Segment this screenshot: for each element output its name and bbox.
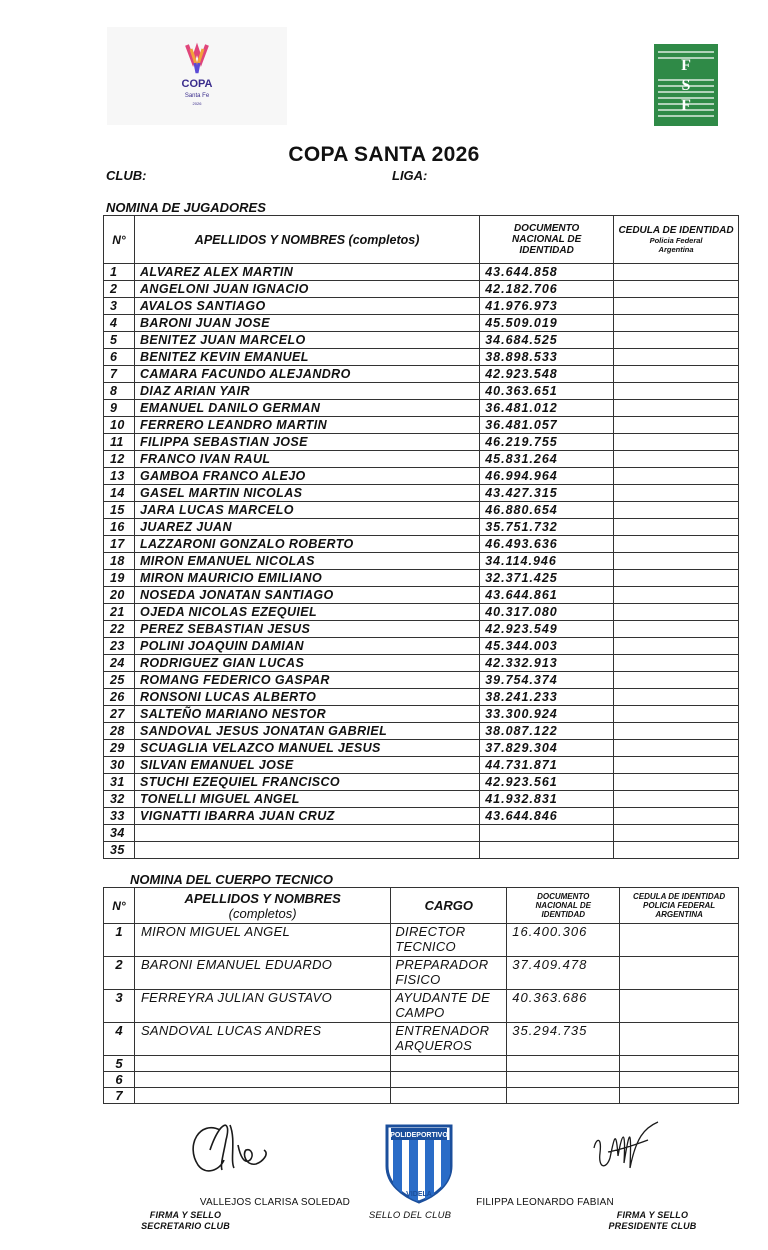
player-row <box>104 570 739 587</box>
player-cedula <box>614 451 739 468</box>
player-dni: 33.300.924 <box>480 706 614 723</box>
player-dni: 45.344.003 <box>480 638 614 655</box>
player-number: 12 <box>104 451 135 468</box>
player-row <box>104 604 739 621</box>
player-row <box>104 519 739 536</box>
player-name: VIGNATTI IBARRA JUAN CRUZ <box>134 808 479 825</box>
player-number: 17 <box>104 536 135 553</box>
players-table <box>103 215 739 859</box>
player-name: RODRIGUEZ GIAN LUCAS <box>134 655 479 672</box>
player-row <box>104 349 739 366</box>
logo-text-copa: COPA <box>181 78 213 90</box>
player-number: 28 <box>104 723 135 740</box>
player-cedula <box>614 655 739 672</box>
staff-name <box>134 1072 390 1088</box>
player-name: AVALOS SANTIAGO <box>134 298 479 315</box>
player-name: FRANCO IVAN RAUL <box>134 451 479 468</box>
header-cedula-sub: Policia Federal Argentina <box>649 235 703 254</box>
staff-dni: 35.294.735 <box>507 1023 620 1056</box>
player-row <box>104 468 739 485</box>
secretary-name: VALLEJOS CLARISA SOLEDAD <box>199 1197 351 1208</box>
staff-row <box>104 1056 739 1072</box>
player-cedula <box>614 468 739 485</box>
player-number: 3 <box>104 298 135 315</box>
player-name: PEREZ SEBASTIAN JESUS <box>134 621 479 638</box>
player-number: 1 <box>104 264 135 281</box>
player-cedula <box>614 553 739 570</box>
player-name: ALVAREZ ALEX MARTIN <box>134 264 479 281</box>
staff-cargo <box>391 1056 507 1072</box>
player-row <box>104 587 739 604</box>
player-name: POLINI JOAQUIN DAMIAN <box>134 638 479 655</box>
player-number: 30 <box>104 757 135 774</box>
player-cedula <box>614 740 739 757</box>
player-row <box>104 332 739 349</box>
seal-bottom-text: VIDELA <box>406 1191 432 1198</box>
player-name: BENITEZ JUAN MARCELO <box>134 332 479 349</box>
player-dni: 34.684.525 <box>480 332 614 349</box>
player-number: 5 <box>104 332 135 349</box>
copa-santa-fe-logo <box>107 27 287 125</box>
player-number: 14 <box>104 485 135 502</box>
player-number: 25 <box>104 672 135 689</box>
liga-label: LIGA: <box>392 168 428 183</box>
player-dni: 36.481.057 <box>480 417 614 434</box>
player-cedula <box>614 536 739 553</box>
player-cedula <box>614 264 739 281</box>
player-row <box>104 740 739 757</box>
staff-cedula <box>620 1023 739 1056</box>
player-number: 2 <box>104 281 135 298</box>
player-cedula <box>614 502 739 519</box>
player-name: BARONI JUAN JOSE <box>134 315 479 332</box>
player-dni: 35.751.732 <box>480 519 614 536</box>
player-cedula <box>614 689 739 706</box>
player-dni: 46.493.636 <box>480 536 614 553</box>
player-number: 31 <box>104 774 135 791</box>
staff-cargo <box>391 924 507 957</box>
fsf-letter-2: S <box>681 77 691 94</box>
player-number: 29 <box>104 740 135 757</box>
player-cedula <box>614 587 739 604</box>
player-number: 33 <box>104 808 135 825</box>
staff-cargo-line2: FISICO <box>395 972 441 987</box>
player-number: 26 <box>104 689 135 706</box>
staff-cedula <box>620 957 739 990</box>
player-dni: 37.829.304 <box>480 740 614 757</box>
player-name: RONSONI LUCAS ALBERTO <box>134 689 479 706</box>
player-number: 24 <box>104 655 135 672</box>
club-label: CLUB: <box>106 168 147 183</box>
staff-header-row <box>104 888 739 924</box>
staff-name <box>134 1088 390 1104</box>
player-row <box>104 638 739 655</box>
staff-cargo <box>391 990 507 1023</box>
player-dni: 44.731.871 <box>480 757 614 774</box>
club-seal-shield <box>383 1122 455 1204</box>
staff-cedula <box>620 990 739 1023</box>
president-line2: PRESIDENTE CLUB <box>608 1221 697 1231</box>
logo-text-year: 2026 <box>192 101 202 106</box>
player-dni: 32.371.425 <box>480 570 614 587</box>
player-row <box>104 791 739 808</box>
fsf-logo <box>654 44 718 126</box>
player-cedula <box>614 519 739 536</box>
page-title: COPA SANTA 2026 <box>288 143 480 166</box>
player-dni: 40.363.651 <box>480 383 614 400</box>
staff-dni <box>507 1088 620 1104</box>
player-dni: 41.932.831 <box>480 791 614 808</box>
player-cedula <box>614 281 739 298</box>
header-cedula-title: CEDULA DE IDENTIDAD <box>618 224 734 236</box>
logo-text-santafe: Santa Fe <box>184 93 210 99</box>
player-dni: 36.481.012 <box>480 400 614 417</box>
player-row <box>104 553 739 570</box>
staff-dni: 37.409.478 <box>507 957 620 990</box>
player-number: 35 <box>104 842 135 859</box>
staff-cargo-line1: DIRECTOR <box>395 924 466 939</box>
player-dni: 42.182.706 <box>480 281 614 298</box>
player-cedula <box>614 842 739 859</box>
player-cedula <box>614 638 739 655</box>
staff-header-num: N° <box>104 888 135 924</box>
player-row <box>104 774 739 791</box>
staff-number: 2 <box>104 957 135 990</box>
player-cedula <box>614 774 739 791</box>
president-signature <box>588 1108 668 1193</box>
staff-name: SANDOVAL LUCAS ANDRES <box>134 1023 390 1056</box>
seal-label: SELLO DEL CLUB <box>368 1210 452 1221</box>
player-number: 34 <box>104 825 135 842</box>
player-cedula <box>614 604 739 621</box>
player-row <box>104 298 739 315</box>
staff-header-dni: DOCUMENTO NACIONAL DE IDENTIDAD <box>507 888 620 924</box>
player-row <box>104 502 739 519</box>
player-row <box>104 842 739 859</box>
player-number: 20 <box>104 587 135 604</box>
player-name: LAZZARONI GONZALO ROBERTO <box>134 536 479 553</box>
staff-cargo-line1: ENTRENADOR <box>395 1023 490 1038</box>
staff-name: MIRON MIGUEL ANGEL <box>134 924 390 957</box>
player-row <box>104 536 739 553</box>
staff-cargo <box>391 1023 507 1056</box>
player-dni: 43.427.315 <box>480 485 614 502</box>
player-dni: 46.219.755 <box>480 434 614 451</box>
player-dni: 42.923.549 <box>480 621 614 638</box>
player-row <box>104 808 739 825</box>
player-number: 19 <box>104 570 135 587</box>
staff-number: 5 <box>104 1056 135 1072</box>
player-name: TONELLI MIGUEL ANGEL <box>134 791 479 808</box>
player-row <box>104 689 739 706</box>
staff-row <box>104 1088 739 1104</box>
player-name: MIRON EMANUEL NICOLAS <box>134 553 479 570</box>
player-name: ANGELONI JUAN IGNACIO <box>134 281 479 298</box>
player-row <box>104 757 739 774</box>
players-section-title: NOMINA DE JUGADORES <box>106 200 266 215</box>
player-name: EMANUEL DANILO GERMAN <box>134 400 479 417</box>
player-cedula <box>614 383 739 400</box>
player-dni: 46.994.964 <box>480 468 614 485</box>
staff-section-title: NOMINA DEL CUERPO TECNICO <box>130 872 333 887</box>
player-name: MIRON MAURICIO EMILIANO <box>134 570 479 587</box>
secretary-line1: FIRMA Y SELLO <box>149 1210 222 1220</box>
player-name: CAMARA FACUNDO ALEJANDRO <box>134 366 479 383</box>
player-cedula <box>614 332 739 349</box>
player-number: 18 <box>104 553 135 570</box>
staff-row <box>104 990 739 1023</box>
player-dni: 43.644.861 <box>480 587 614 604</box>
player-cedula <box>614 621 739 638</box>
staff-row <box>104 1072 739 1088</box>
player-dni: 42.923.561 <box>480 774 614 791</box>
staff-number: 4 <box>104 1023 135 1056</box>
player-name: JUAREZ JUAN <box>134 519 479 536</box>
player-row <box>104 315 739 332</box>
staff-header-name-line2: (completos) <box>228 905 297 921</box>
staff-header-name <box>134 888 390 924</box>
player-row <box>104 417 739 434</box>
player-row <box>104 264 739 281</box>
staff-cedula <box>620 924 739 957</box>
player-dni: 46.880.654 <box>480 502 614 519</box>
staff-cargo-line1: AYUDANTE DE <box>395 990 491 1005</box>
player-row <box>104 434 739 451</box>
player-cedula <box>614 570 739 587</box>
staff-row <box>104 957 739 990</box>
player-row <box>104 400 739 417</box>
player-name: SANDOVAL JESUS JONATAN GABRIEL <box>134 723 479 740</box>
player-dni: 43.644.846 <box>480 808 614 825</box>
player-cedula <box>614 791 739 808</box>
fsf-letter-3: F <box>681 97 691 114</box>
staff-dni <box>507 1072 620 1088</box>
player-cedula <box>614 349 739 366</box>
players-header-row <box>104 216 739 264</box>
header-cedula <box>614 216 739 264</box>
player-dni: 43.644.858 <box>480 264 614 281</box>
player-name: NOSEDA JONATAN SANTIAGO <box>134 587 479 604</box>
player-cedula <box>614 434 739 451</box>
staff-name <box>134 1056 390 1072</box>
player-number: 32 <box>104 791 135 808</box>
player-dni: 40.317.080 <box>480 604 614 621</box>
president-name: FILIPPA LEONARDO FABIAN <box>476 1197 614 1208</box>
player-name: DIAZ ARIAN YAIR <box>134 383 479 400</box>
player-row <box>104 706 739 723</box>
player-number: 8 <box>104 383 135 400</box>
player-number: 6 <box>104 349 135 366</box>
header-name: APELLIDOS Y NOMBRES (completos) <box>134 216 479 264</box>
staff-dni <box>507 1056 620 1072</box>
player-dni: 45.831.264 <box>480 451 614 468</box>
player-number: 10 <box>104 417 135 434</box>
player-cedula <box>614 417 739 434</box>
player-cedula <box>614 757 739 774</box>
player-number: 27 <box>104 706 135 723</box>
player-dni: 38.898.533 <box>480 349 614 366</box>
player-row <box>104 723 739 740</box>
staff-dni: 40.363.686 <box>507 990 620 1023</box>
staff-cargo <box>391 1088 507 1104</box>
player-name: SALTEÑO MARIANO NESTOR <box>134 706 479 723</box>
staff-cargo-line2: TECNICO <box>395 939 456 954</box>
player-dni: 38.087.122 <box>480 723 614 740</box>
player-row <box>104 825 739 842</box>
player-number: 23 <box>104 638 135 655</box>
player-dni: 39.754.374 <box>480 672 614 689</box>
header-dni: DOCUMENTO NACIONAL DE IDENTIDAD <box>480 216 614 264</box>
staff-cedula <box>620 1056 739 1072</box>
player-dni: 34.114.946 <box>480 553 614 570</box>
player-dni <box>480 842 614 859</box>
player-dni: 42.332.913 <box>480 655 614 672</box>
staff-table <box>103 887 739 1104</box>
player-name: FERRERO LEANDRO MARTIN <box>134 417 479 434</box>
player-number: 11 <box>104 434 135 451</box>
player-row <box>104 621 739 638</box>
player-name <box>134 825 479 842</box>
player-row <box>104 366 739 383</box>
player-cedula <box>614 366 739 383</box>
player-name: SILVAN EMANUEL JOSE <box>134 757 479 774</box>
seal-top-text: POLIDEPORTIVO <box>390 1132 448 1139</box>
player-name: GASEL MARTIN NICOLAS <box>134 485 479 502</box>
player-dni: 45.509.019 <box>480 315 614 332</box>
player-dni: 38.241.233 <box>480 689 614 706</box>
player-cedula <box>614 706 739 723</box>
player-number: 15 <box>104 502 135 519</box>
secretary-signature <box>180 1110 280 1185</box>
player-row <box>104 672 739 689</box>
staff-name: BARONI EMANUEL EDUARDO <box>134 957 390 990</box>
player-row <box>104 485 739 502</box>
staff-header-name-line1: APELLIDOS Y NOMBRES <box>184 890 341 906</box>
player-number: 13 <box>104 468 135 485</box>
player-number: 16 <box>104 519 135 536</box>
fsf-letter-1: F <box>681 57 691 74</box>
staff-number: 6 <box>104 1072 135 1088</box>
player-name: FILIPPA SEBASTIAN JOSE <box>134 434 479 451</box>
president-line1: FIRMA Y SELLO <box>616 1210 689 1220</box>
player-row <box>104 655 739 672</box>
secretary-line2: SECRETARIO CLUB <box>141 1221 230 1231</box>
player-number: 7 <box>104 366 135 383</box>
player-cedula <box>614 808 739 825</box>
player-dni: 41.976.973 <box>480 298 614 315</box>
staff-row <box>104 1023 739 1056</box>
staff-header-cargo: CARGO <box>391 888 507 924</box>
staff-header-cedula: CEDULA DE IDENTIDAD POLICIA FEDERAL ARGENTINA <box>620 888 739 924</box>
staff-cargo <box>391 957 507 990</box>
player-dni <box>480 825 614 842</box>
player-cedula <box>614 723 739 740</box>
player-row <box>104 451 739 468</box>
staff-cargo-line1: PREPARADOR <box>395 957 489 972</box>
player-name: BENITEZ KEVIN EMANUEL <box>134 349 479 366</box>
player-cedula <box>614 315 739 332</box>
player-name: STUCHI EZEQUIEL FRANCISCO <box>134 774 479 791</box>
staff-cargo-line2: ARQUEROS <box>395 1038 473 1053</box>
player-row <box>104 383 739 400</box>
staff-cargo <box>391 1072 507 1088</box>
header-num: N° <box>104 216 135 264</box>
player-cedula <box>614 298 739 315</box>
player-number: 9 <box>104 400 135 417</box>
player-name: ROMANG FEDERICO GASPAR <box>134 672 479 689</box>
staff-dni: 16.400.306 <box>507 924 620 957</box>
player-cedula <box>614 485 739 502</box>
player-row <box>104 281 739 298</box>
player-name: SCUAGLIA VELAZCO MANUEL JESUS <box>134 740 479 757</box>
player-name: OJEDA NICOLAS EZEQUIEL <box>134 604 479 621</box>
staff-cedula <box>620 1088 739 1104</box>
player-name: GAMBOA FRANCO ALEJO <box>134 468 479 485</box>
staff-cargo-line2: CAMPO <box>395 1005 445 1020</box>
staff-number: 1 <box>104 924 135 957</box>
staff-cedula <box>620 1072 739 1088</box>
staff-name: FERREYRA JULIAN GUSTAVO <box>134 990 390 1023</box>
player-cedula <box>614 672 739 689</box>
staff-number: 3 <box>104 990 135 1023</box>
player-dni: 42.923.548 <box>480 366 614 383</box>
player-number: 21 <box>104 604 135 621</box>
player-cedula <box>614 400 739 417</box>
player-cedula <box>614 825 739 842</box>
player-number: 22 <box>104 621 135 638</box>
staff-number: 7 <box>104 1088 135 1104</box>
player-name <box>134 842 479 859</box>
player-name: JARA LUCAS MARCELO <box>134 502 479 519</box>
player-number: 4 <box>104 315 135 332</box>
staff-row <box>104 924 739 957</box>
